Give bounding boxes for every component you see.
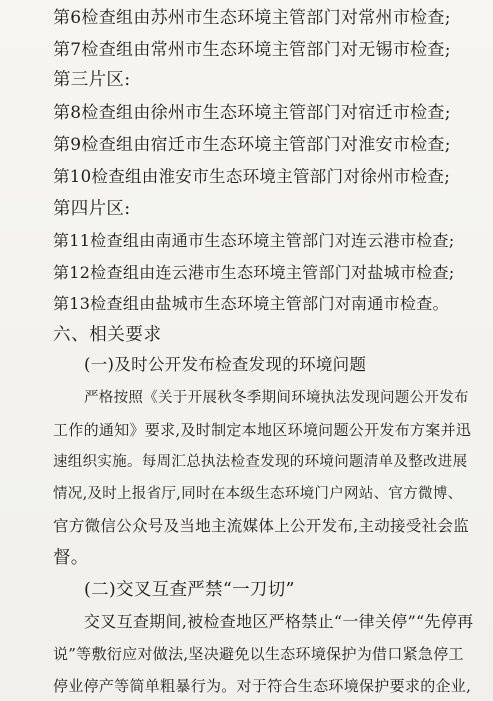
- text-line-5: 第9检查组由宿迁市生态环境主管部门对淮安市检查;: [53, 135, 451, 155]
- paragraph-1-line-2: 工作的通知》要求,及时制定本地区环境问题公开发布方案并迅: [53, 421, 472, 439]
- section-heading: 六、相关要求: [53, 325, 162, 345]
- text-line-6: 第10检查组由淮安市生态环境主管部门对徐州市检查;: [53, 167, 451, 186]
- text-line-2: 第7检查组由常州市生态环境主管部门对无锡市检查;: [53, 40, 451, 60]
- paragraph-1-line-6: 督。: [53, 548, 89, 568]
- paragraph-1-line-3: 速组织实施。每周汇总执法检查发现的环境问题清单及整改进展: [53, 454, 468, 470]
- paragraph-1-line-1: 严格按照《关于开展秋冬季期间环境执法发现问题公开发布: [84, 390, 469, 406]
- text-line-4: 第8检查组由徐州市生态环境主管部门对宿迁市检查;: [53, 103, 451, 123]
- text-line-8: 第11检查组由南通市生态环境主管部门对连云港市检查;: [53, 231, 455, 250]
- text-line-7: 第四片区:: [53, 199, 131, 219]
- subsection-heading-1: (一)及时公开发布检查发现的环境问题: [84, 355, 367, 374]
- paragraph-1-line-5: 官方微信公众号及当地主流媒体上公开发布,主动接受社会监: [53, 517, 470, 535]
- text-line-1: 第6检查组由苏州市生态环境主管部门对常州市检查;: [53, 8, 451, 28]
- paragraph-2-line-1: 交叉互查期间,被检查地区严格禁止“一律关停”“先停再: [84, 612, 474, 631]
- text-line-10: 第13检查组由盐城市生态环境主管部门对南通市检查。: [53, 294, 449, 313]
- paragraph-1-line-4: 情况,及时上报省厅,同时在本级生态环境门户网站、官方微博、: [53, 486, 463, 502]
- paragraph-2-line-3: 停业停产等简单粗暴行为。对于符合生态环境保护要求的企业,: [53, 677, 472, 695]
- text-line-9: 第12检查组由连云港市生态环境主管部门对盐城市检查;: [53, 263, 455, 282]
- subsection-heading-2: (二)交叉互查严禁“一刀切”: [84, 580, 295, 600]
- paragraph-2-line-2: 说”等敷衍应对做法,坚决避免以生态环境保护为借口紧急停工: [53, 645, 464, 663]
- text-line-3: 第三片区:: [53, 70, 131, 90]
